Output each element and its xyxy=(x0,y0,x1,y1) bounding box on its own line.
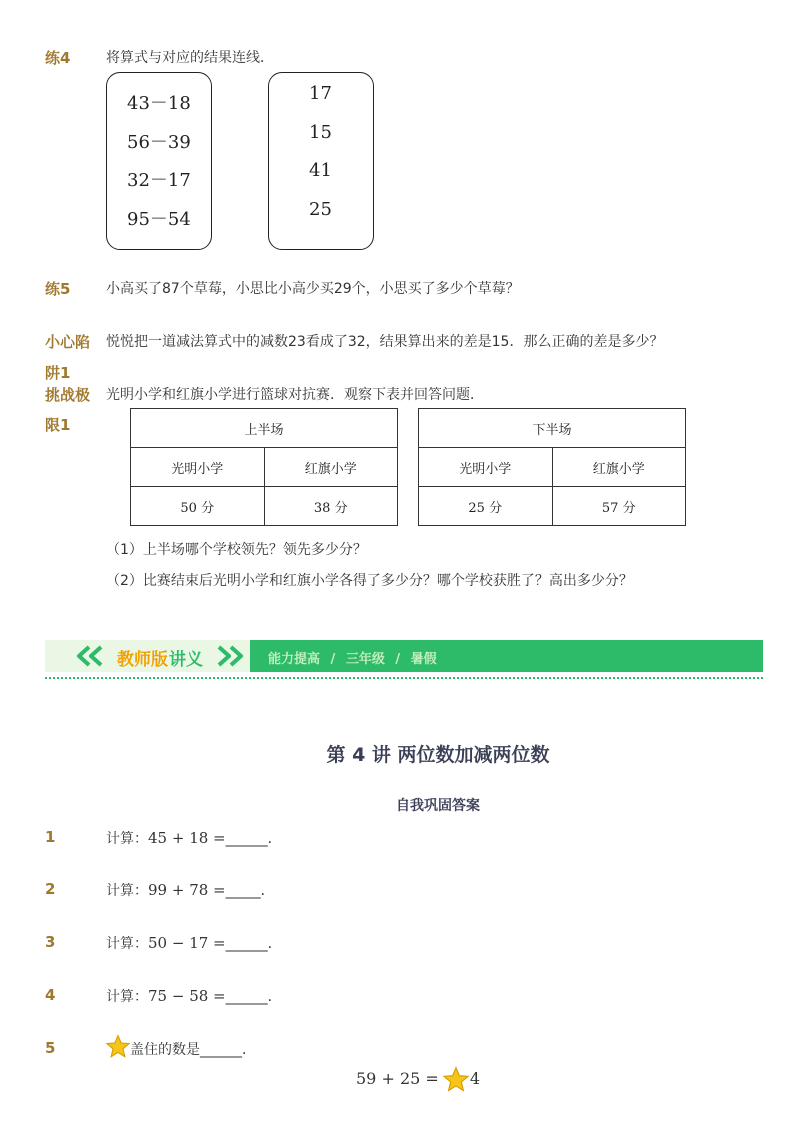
answer-number: 4 xyxy=(45,986,56,1004)
challenge-question-2: （2）比赛结束后光明小学和红旗小学各得了多少分？哪个学校获胜了？高出多少分？ xyxy=(106,573,633,589)
answer-expression: 45 + 18 = xyxy=(148,829,226,847)
second-half-score2: 57 分 xyxy=(552,487,686,526)
answer-blank: _____ xyxy=(225,883,261,899)
answer-blank: ______ xyxy=(225,831,268,847)
banner-title-b: 讲义 xyxy=(169,650,203,670)
answer-expression: 50 − 17 = xyxy=(148,934,226,952)
expression-item: 95－54 xyxy=(127,209,191,230)
banner-breadcrumb xyxy=(268,648,437,667)
answer-number: 2 xyxy=(45,880,56,898)
answer-blank: ______ xyxy=(200,1042,242,1058)
answer-number: 1 xyxy=(45,828,56,846)
answer-prefix: 计算： xyxy=(106,883,148,899)
answer-blank: ______ xyxy=(225,936,268,952)
breadcrumb-item: 能力提高 xyxy=(268,652,321,667)
answer-number: 5 xyxy=(45,1039,56,1057)
answer-period: ． xyxy=(260,883,275,899)
double-chevron-left-icon xyxy=(75,645,105,667)
answer-prefix: 计算： xyxy=(106,831,148,847)
left-expression-box xyxy=(106,72,212,250)
challenge-label-line2: 限1 xyxy=(45,416,71,434)
exercise-4-label: 练4 xyxy=(45,49,71,67)
first-half-score2: 38 分 xyxy=(264,487,398,526)
exercise-4-text: 将算式与对应的结果连线． xyxy=(106,50,274,66)
first-half-table xyxy=(130,408,398,526)
result-item: 41 xyxy=(309,160,332,181)
answer-prefix: 盖住的数是 xyxy=(130,1042,200,1058)
breadcrumb-item: 三年级 xyxy=(345,652,385,667)
answer-item-5 xyxy=(130,1039,256,1059)
result-item: 25 xyxy=(309,199,332,220)
challenge-question-1: （1）上半场哪个学校领先？领先多少分？ xyxy=(106,542,367,558)
answer-prefix: 计算： xyxy=(106,989,148,1005)
equation-left: 59 + 25 = xyxy=(356,1069,439,1088)
exercise-5-label: 练5 xyxy=(45,280,71,298)
exercise-5-text: 小高买了87个草莓，小思比小高少买29个，小思买了多少个草莓？ xyxy=(106,281,520,297)
challenge-text: 光明小学和红旗小学进行篮球对抗赛．观察下表并回答问题． xyxy=(106,387,484,403)
banner-title-a: 教师版 xyxy=(117,650,168,670)
answer-expression: 99 + 78 = xyxy=(148,881,226,899)
answer-prefix: 计算： xyxy=(106,936,148,952)
result-item: 17 xyxy=(309,83,332,104)
breadcrumb-separator: / xyxy=(395,652,401,667)
second-half-header: 下半场 xyxy=(419,409,686,448)
right-result-box xyxy=(268,72,374,250)
answer-period: ． xyxy=(267,989,282,1005)
second-half-score1: 25 分 xyxy=(419,487,553,526)
teacher-edition-banner xyxy=(45,640,763,672)
trap-label-line2: 阱1 xyxy=(45,364,71,382)
lecture-subtitle: 自我巩固答案 xyxy=(396,798,480,814)
dotted-divider xyxy=(45,677,763,679)
breadcrumb-item: 暑假 xyxy=(410,652,437,667)
second-half-school1: 光明小学 xyxy=(419,448,553,487)
answer-blank: ______ xyxy=(225,989,268,1005)
answer-item-4 xyxy=(106,986,282,1006)
first-half-header: 上半场 xyxy=(131,409,398,448)
answer-period: ． xyxy=(267,831,282,847)
expression-item: 43－18 xyxy=(127,93,191,114)
second-half-school2: 红旗小学 xyxy=(552,448,686,487)
answer-period: ． xyxy=(242,1042,256,1058)
equation-right: 4 xyxy=(469,1069,481,1088)
lecture-title: 第 4 讲 两位数加减两位数 xyxy=(326,744,550,766)
answer-expression: 75 − 58 = xyxy=(148,987,226,1005)
answer-item-2 xyxy=(106,880,275,900)
first-half-school1: 光明小学 xyxy=(131,448,265,487)
breadcrumb-separator: / xyxy=(330,652,336,667)
answer-number: 3 xyxy=(45,933,56,951)
first-half-school2: 红旗小学 xyxy=(264,448,398,487)
answer-period: ． xyxy=(267,936,282,952)
star-icon xyxy=(105,1034,131,1059)
answer-item-1 xyxy=(106,828,282,848)
expression-item: 56－39 xyxy=(127,132,191,153)
expression-item: 32－17 xyxy=(127,170,191,191)
banner-title-area xyxy=(45,640,250,672)
double-chevron-right-icon xyxy=(215,645,245,667)
star-icon xyxy=(442,1066,470,1093)
answer-item-3 xyxy=(106,933,282,953)
first-half-score1: 50 分 xyxy=(131,487,265,526)
second-half-table xyxy=(418,408,686,526)
trap-label-line1: 小心陷 xyxy=(45,333,91,351)
challenge-label-line1: 挑战极 xyxy=(45,386,91,404)
star-equation xyxy=(356,1069,480,1090)
trap-text: 悦悦把一道减法算式中的减数23看成了32，结果算出来的差是15．那么正确的差是多少？ xyxy=(106,334,664,350)
hidden-digit-star xyxy=(444,1070,470,1090)
result-item: 15 xyxy=(309,122,332,143)
